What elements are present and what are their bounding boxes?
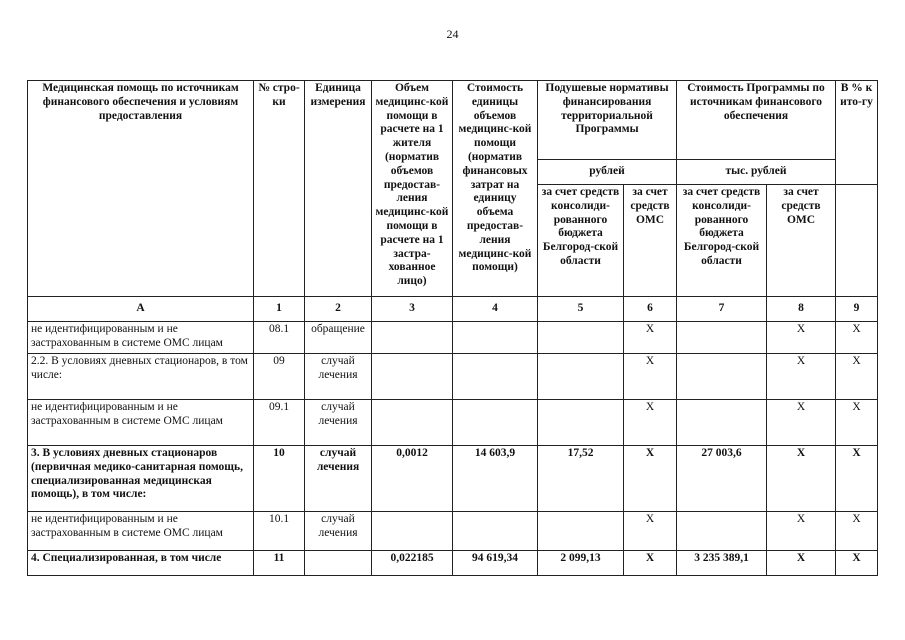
row-volume	[372, 354, 453, 400]
table-row	[28, 354, 878, 400]
row-percent: X	[836, 512, 878, 551]
row-percent: X	[836, 551, 878, 576]
row-description: 4. Специализированная, в том числе	[28, 551, 254, 576]
row-unit-cost: 14 603,9	[453, 446, 538, 512]
row-volume: 0,0012	[372, 446, 453, 512]
table-row	[28, 400, 878, 446]
col-number: 9	[836, 297, 878, 322]
header-units-rubles: рублей	[538, 160, 677, 185]
row-per-capita-budget: 2 099,13	[538, 551, 624, 576]
row-cost-budget	[677, 354, 767, 400]
row-unit-cost: 94 619,34	[453, 551, 538, 576]
table-row	[28, 512, 878, 551]
header-unit: Единица измерения	[305, 81, 372, 297]
row-per-capita-oms: X	[624, 446, 677, 512]
row-cost-oms: X	[767, 512, 836, 551]
row-volume	[372, 400, 453, 446]
header-care-type: Медицинская помощь по источникам финансового обеспечения и условиям предоставления	[28, 81, 254, 297]
header-program-cost: Стоимость Программы по источникам финансового обеспечения	[677, 81, 836, 160]
col-number: 8	[767, 297, 836, 322]
row-cost-budget: 3 235 389,1	[677, 551, 767, 576]
row-cost-budget	[677, 512, 767, 551]
col-number: 5	[538, 297, 624, 322]
row-unit-cost	[453, 400, 538, 446]
row-unit-cost	[453, 354, 538, 400]
row-per-capita-oms: X	[624, 354, 677, 400]
row-cost-budget: 27 003,6	[677, 446, 767, 512]
header-row-number: № стро-ки	[254, 81, 305, 297]
row-per-capita-oms: X	[624, 400, 677, 446]
row-per-capita-oms: X	[624, 551, 677, 576]
header-per-capita: Подушевые нормативы финансирования территориальной Программы	[538, 81, 677, 160]
row-description: не идентифицированным и не застрахованным в системе ОМС лицам	[28, 400, 254, 446]
row-description: не идентифицированным и не застрахованным в системе ОМС лицам	[28, 512, 254, 551]
row-cost-oms: X	[767, 322, 836, 354]
row-description: 3. В условиях дневных стационаров (первичная медико-санитарная помощь, специализированная медицинская помощь), в том числе:	[28, 446, 254, 512]
col-number: 4	[453, 297, 538, 322]
col-number: А	[28, 297, 254, 322]
row-unit: случай лечения	[305, 400, 372, 446]
col-number: 1	[254, 297, 305, 322]
row-cost-oms: X	[767, 446, 836, 512]
header-sub-oms: за счет средств ОМС	[624, 185, 677, 297]
table-row	[28, 551, 878, 576]
row-per-capita-budget	[538, 354, 624, 400]
row-percent: X	[836, 446, 878, 512]
row-unit	[305, 551, 372, 576]
row-volume	[372, 512, 453, 551]
header-percent: В % к ито-гу	[836, 81, 878, 185]
row-cost-budget	[677, 322, 767, 354]
row-cost-budget	[677, 400, 767, 446]
header-units-thousand-rubles: тыс. рублей	[677, 160, 836, 185]
row-volume: 0,022185	[372, 551, 453, 576]
row-number: 10	[254, 446, 305, 512]
row-description: не идентифицированным и не застрахованным в системе ОМС лицам	[28, 322, 254, 354]
row-unit: обращение	[305, 322, 372, 354]
row-per-capita-budget	[538, 400, 624, 446]
header-sub-budget: за счет средств консолиди-рованного бюджета Белгород-ской области	[677, 185, 767, 297]
header-volume: Объем медицинс-кой помощи в расчете на 1 жителя (норматив объемов предостав-ления медицинс-кой помощи в расчете на 1 застра-хованное лицо)	[372, 81, 453, 297]
row-number: 11	[254, 551, 305, 576]
col-number: 3	[372, 297, 453, 322]
row-description: 2.2. В условиях дневных стационаров, в том числе:	[28, 354, 254, 400]
row-percent: X	[836, 400, 878, 446]
row-percent: X	[836, 354, 878, 400]
row-per-capita-oms: X	[624, 322, 677, 354]
table-row	[28, 446, 878, 512]
data-table	[27, 80, 878, 576]
header-sub-oms: за счет средств ОМС	[767, 185, 836, 297]
row-unit: случай лечения	[305, 446, 372, 512]
col-number: 2	[305, 297, 372, 322]
header-sub-budget: за счет средств консолиди-рованного бюджета Белгород-ской области	[538, 185, 624, 297]
col-number: 7	[677, 297, 767, 322]
header-unit-cost: Стоимость единицы объемов медицинс-кой помощи (норматив финансовых затрат на единицу объема предостав-ления медицинс-кой помощи)	[453, 81, 538, 297]
row-unit-cost	[453, 322, 538, 354]
row-unit: случай лечения	[305, 512, 372, 551]
row-per-capita-budget	[538, 512, 624, 551]
row-unit-cost	[453, 512, 538, 551]
row-cost-oms: X	[767, 354, 836, 400]
row-cost-oms: X	[767, 400, 836, 446]
header-empty-cell	[836, 185, 878, 297]
row-percent: X	[836, 322, 878, 354]
row-number: 10.1	[254, 512, 305, 551]
row-cost-oms: X	[767, 551, 836, 576]
table-row	[28, 322, 878, 354]
row-per-capita-oms: X	[624, 512, 677, 551]
row-per-capita-budget	[538, 322, 624, 354]
row-volume	[372, 322, 453, 354]
row-per-capita-budget: 17,52	[538, 446, 624, 512]
page-number: 24	[446, 27, 459, 41]
row-number: 08.1	[254, 322, 305, 354]
row-number: 09.1	[254, 400, 305, 446]
col-number: 6	[624, 297, 677, 322]
row-unit: случай лечения	[305, 354, 372, 400]
row-number: 09	[254, 354, 305, 400]
